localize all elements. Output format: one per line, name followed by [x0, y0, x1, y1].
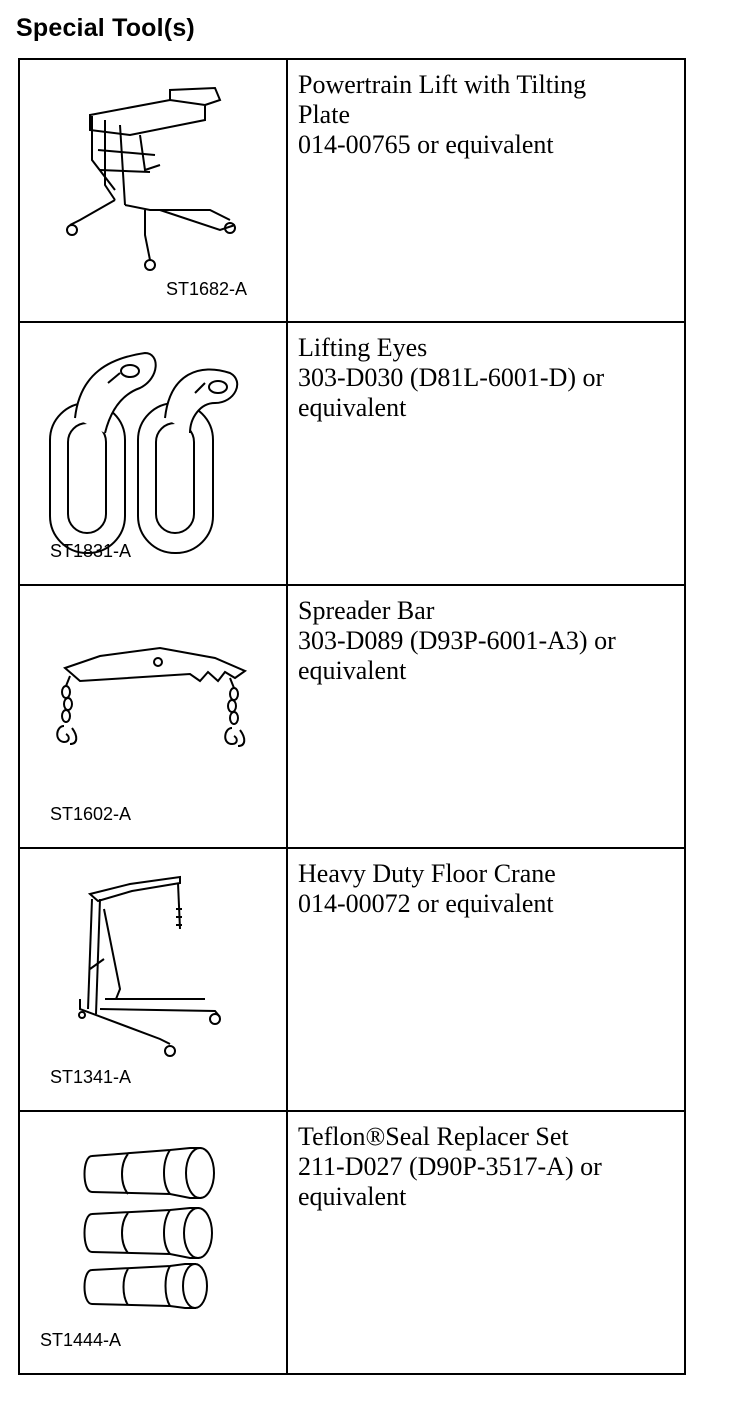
- tool-code: ST1602-A: [50, 804, 132, 824]
- tool-code: ST1341-A: [50, 1067, 132, 1087]
- tool-description-cell: [287, 848, 685, 1111]
- seal-replacer-illustration: [20, 1112, 286, 1363]
- table-row: [19, 59, 685, 322]
- spreader-bar-illustration: [20, 586, 286, 837]
- tool-name: Teflon®Seal Replacer Set: [298, 1122, 569, 1151]
- lifting-eyes-illustration: [20, 323, 286, 574]
- tool-description-cell: [287, 322, 685, 585]
- tool-illustration-cell: [19, 322, 287, 585]
- tool-name: Lifting Eyes: [298, 333, 428, 362]
- tool-part-number: 014-00765 or equivalent: [298, 130, 554, 159]
- tool-description-cell: [287, 585, 685, 848]
- tool-description-cell: [287, 1111, 685, 1374]
- tool-part-number-cont: equivalent: [298, 1182, 407, 1211]
- tool-part-number: 303-D089 (D93P-6001-A3) or: [298, 626, 616, 655]
- tool-code: ST1682-A: [166, 279, 248, 299]
- tool-description-cell: [287, 59, 685, 322]
- powertrain-lift-illustration: [20, 60, 286, 311]
- tool-code: ST1831-A: [50, 541, 132, 561]
- tool-illustration-cell: [19, 585, 287, 848]
- table-row: [19, 585, 685, 848]
- floor-crane-illustration: [20, 849, 286, 1100]
- tool-part-number-cont: equivalent: [298, 656, 407, 685]
- tool-name: Heavy Duty Floor Crane: [298, 859, 556, 888]
- table-row: [19, 848, 685, 1111]
- tool-part-number: 211-D027 (D90P-3517-A) or: [298, 1152, 602, 1181]
- tool-part-number-cont: equivalent: [298, 393, 407, 422]
- tool-part-number: 014-00072 or equivalent: [298, 889, 554, 918]
- tool-illustration-cell: [19, 1111, 287, 1374]
- tool-name: Spreader Bar: [298, 596, 435, 625]
- page-title: Special Tool(s): [16, 14, 195, 42]
- tool-illustration-cell: [19, 59, 287, 322]
- tool-name: Powertrain Lift with Tilting: [298, 70, 587, 99]
- tool-part-number: 303-D030 (D81L-6001-D) or: [298, 363, 605, 392]
- tool-name-cont: Plate: [298, 100, 350, 129]
- special-tools-table: [18, 58, 686, 1375]
- tool-code: ST1444-A: [40, 1330, 122, 1350]
- tool-illustration-cell: [19, 848, 287, 1111]
- table-row: [19, 1111, 685, 1374]
- table-row: [19, 322, 685, 585]
